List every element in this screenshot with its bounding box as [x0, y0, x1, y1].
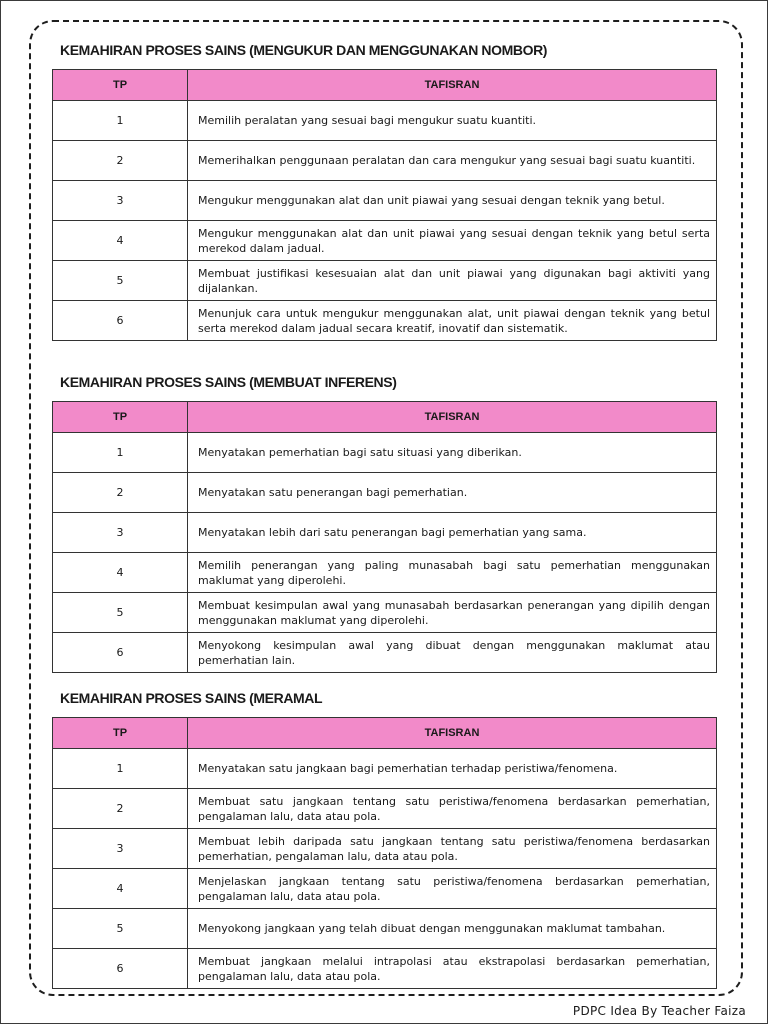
tp-description: Mengukur menggunakan alat dan unit piawai yang sesuai dengan teknik yang betul serta merekod dalam jadual.: [188, 221, 717, 261]
tp-description: Memilih peralatan yang sesuai bagi mengukur suatu kuantiti.: [188, 101, 717, 141]
section-title-inferens: KEMAHIRAN PROSES SAINS (MEMBUAT INFERENS): [60, 374, 397, 390]
table-row: [53, 101, 717, 141]
footer-credit: PDPC Idea By Teacher Faiza: [572, 1004, 746, 1018]
tp-description: Mengukur menggunakan alat dan unit piawai yang sesuai dengan teknik yang betul.: [188, 181, 717, 221]
tp-level: 5: [53, 261, 188, 301]
tp-description: Menyatakan lebih dari satu penerangan bagi pemerhatian yang sama.: [188, 513, 717, 553]
tp-level: 6: [53, 633, 188, 673]
table-row: [53, 909, 717, 949]
tp-level: 2: [53, 789, 188, 829]
tp-description: Membuat kesimpulan awal yang munasabah berdasarkan penerangan yang dipilih dengan menggunakan maklumat yang diperolehi.: [188, 593, 717, 633]
tp-description: Membuat lebih daripada satu jangkaan tentang satu peristiwa/fenomena berdasarkan pemerhatian, pengalaman lalu, data atau pola.: [188, 829, 717, 869]
table-row: [53, 869, 717, 909]
tp-level: 4: [53, 221, 188, 261]
table-row: [53, 789, 717, 829]
tp-description: Menyatakan pemerhatian bagi satu situasi yang diberikan.: [188, 433, 717, 473]
tp-level: 1: [53, 749, 188, 789]
tp-level: 3: [53, 181, 188, 221]
tp-description: Membuat jangkaan melalui intrapolasi atau ekstrapolasi berdasarkan pemerhatian, pengalaman lalu, data atau pola.: [188, 949, 717, 989]
header-tp: TP: [53, 718, 188, 749]
tp-level: 2: [53, 141, 188, 181]
tp-description: Memilih penerangan yang paling munasabah bagi satu pemerhatian menggunakan maklumat yang diperolehi.: [188, 553, 717, 593]
tp-description: Membuat satu jangkaan tentang satu peristiwa/fenomena berdasarkan pemerhatian, pengalaman lalu, data atau pola.: [188, 789, 717, 829]
table-mengukur: [52, 69, 717, 341]
table-inferens: [52, 401, 717, 673]
table-row: [53, 749, 717, 789]
header-tafsiran: TAFISRAN: [188, 718, 717, 749]
tp-description: Menyokong jangkaan yang telah dibuat dengan menggunakan maklumat tambahan.: [188, 909, 717, 949]
tp-level: 6: [53, 301, 188, 341]
header-tafsiran: TAFISRAN: [188, 402, 717, 433]
tp-level: 1: [53, 101, 188, 141]
header-tp: TP: [53, 402, 188, 433]
table-row: [53, 633, 717, 673]
table-row: [53, 829, 717, 869]
tp-description: Menunjuk cara untuk mengukur menggunakan alat, unit piawai dengan teknik yang betul serta merekod dalam jadual secara kreatif, inovatif dan sistematik.: [188, 301, 717, 341]
header-tafsiran: TAFISRAN: [188, 70, 717, 101]
section-title-meramal: KEMAHIRAN PROSES SAINS (MERAMAL: [60, 690, 323, 706]
table-row: [53, 593, 717, 633]
tp-description: Menjelaskan jangkaan tentang satu peristiwa/fenomena berdasarkan pemerhatian, pengalaman lalu, data atau pola.: [188, 869, 717, 909]
section-title-mengukur: KEMAHIRAN PROSES SAINS (MENGUKUR DAN MENGGUNAKAN NOMBOR): [60, 42, 548, 58]
tp-description: Memerihalkan penggunaan peralatan dan cara mengukur yang sesuai bagi suatu kuantiti.: [188, 141, 717, 181]
table-row: [53, 513, 717, 553]
tp-level: 5: [53, 909, 188, 949]
tp-level: 1: [53, 433, 188, 473]
tp-description: Menyatakan satu jangkaan bagi pemerhatian terhadap peristiwa/fenomena.: [188, 749, 717, 789]
tp-level: 3: [53, 829, 188, 869]
tp-description: Menyatakan satu penerangan bagi pemerhatian.: [188, 473, 717, 513]
tp-description: Menyokong kesimpulan awal yang dibuat dengan menggunakan maklumat atau pemerhatian lain.: [188, 633, 717, 673]
table-row: [53, 473, 717, 513]
table-row: [53, 181, 717, 221]
table-row: [53, 301, 717, 341]
table-row: [53, 221, 717, 261]
table-row: [53, 141, 717, 181]
tp-level: 3: [53, 513, 188, 553]
table-row: [53, 949, 717, 989]
table-meramal: [52, 717, 717, 989]
table-row: [53, 261, 717, 301]
tp-level: 6: [53, 949, 188, 989]
header-tp: TP: [53, 70, 188, 101]
tp-description: Membuat justifikasi kesesuaian alat dan unit piawai yang digunakan bagi aktiviti yang dijalankan.: [188, 261, 717, 301]
tp-level: 4: [53, 869, 188, 909]
tp-level: 4: [53, 553, 188, 593]
table-row: [53, 433, 717, 473]
tp-level: 5: [53, 593, 188, 633]
tp-level: 2: [53, 473, 188, 513]
table-row: [53, 553, 717, 593]
